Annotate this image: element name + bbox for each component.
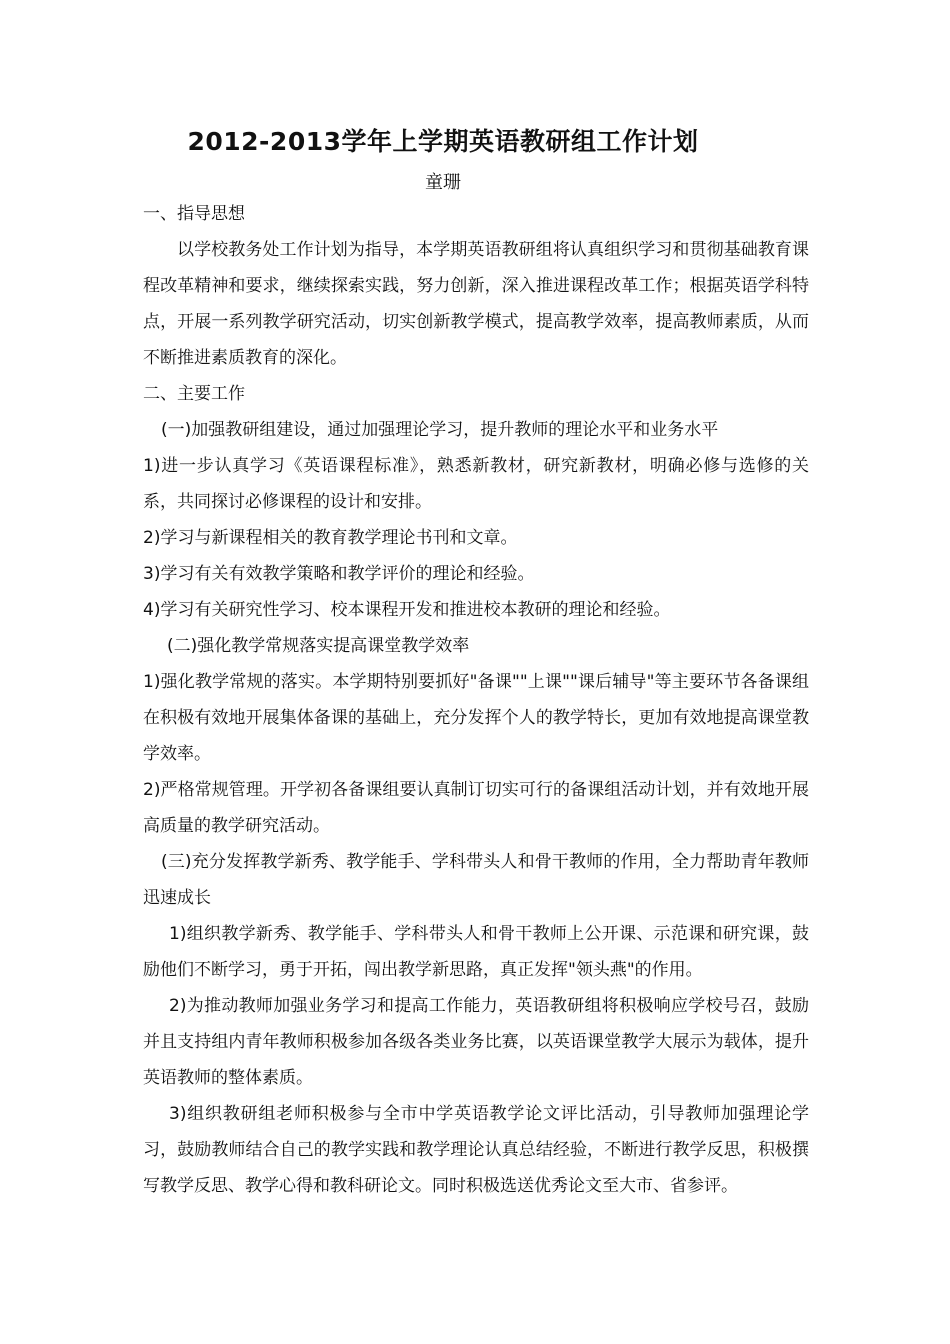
list-item: 1)强化教学常规的落实。本学期特别要抓好"备课""上课""课后辅导"等主要环节各备课组在积极有效地开展集体备课的基础上，充分发挥个人的教学特长，更加有效地提高课堂教学效率。	[143, 672, 809, 764]
list-item: 2)为推动教师加强业务学习和提高工作能力，英语教研组将积极响应学校号召，鼓励并且支持组内青年教师积极参加各级各类业务比赛，以英语课堂教学大展示为载体，提升英语教师的整体素质。	[143, 996, 809, 1088]
document-body	[143, 196, 809, 1204]
subsection-1-heading: (一)加强教研组建设，通过加强理论学习，提升教师的理论水平和业务水平	[161, 420, 719, 440]
document-author: 童珊	[425, 172, 461, 193]
list-item: 2)学习与新课程相关的教育教学理论书刊和文章。	[143, 528, 518, 548]
list-item: 4)学习有关研究性学习、校本课程开发和推进校本教研的理论和经验。	[143, 600, 671, 620]
list-item: 3)组织教研组老师积极参与全市中学英语教学论文评比活动，引导教师加强理论学习，鼓励教师结合自己的教学实践和教学理论认真总结经验，不断进行教学反思，积极撰写教学反思、教学心得和教科研论文。同时积极选送优秀论文至大市、省参评。	[143, 1104, 809, 1196]
list-item: 1)进一步认真学习《英语课程标准》，熟悉新教材，研究新教材，明确必修与选修的关系，共同探讨必修课程的设计和安排。	[143, 456, 809, 512]
guiding-thought-paragraph: 以学校教务处工作计划为指导，本学期英语教研组将认真组织学习和贯彻基础教育课程改革精神和要求，继续探索实践，努力创新，深入推进课程改革工作；根据英语学科特点，开展一系列教学研究活动，切实创新教学模式，提高教学效率，提高教师素质，从而不断推进素质教育的深化。	[143, 240, 809, 368]
section-1-heading: 一、指导思想	[143, 204, 245, 224]
subsection-2-heading: (二)强化教学常规落实提高课堂教学效率	[167, 636, 470, 656]
section-2-heading: 二、主要工作	[143, 384, 245, 404]
list-item: 1)组织教学新秀、教学能手、学科带头人和骨干教师上公开课、示范课和研究课，鼓励他们不断学习，勇于开拓，闯出教学新思路，真正发挥"领头燕"的作用。	[143, 924, 809, 980]
subsection-3-heading: (三)充分发挥教学新秀、教学能手、学科带头人和骨干教师的作用，全力帮助青年教师迅速成长	[143, 852, 809, 908]
list-item: 2)严格常规管理。开学初各备课组要认真制订切实可行的备课组活动计划，并有效地开展高质量的教学研究活动。	[143, 780, 809, 836]
document-title: 2012-2013学年上学期英语教研组工作计划	[187, 127, 699, 156]
list-item: 3)学习有关有效教学策略和教学评价的理论和经验。	[143, 564, 535, 584]
